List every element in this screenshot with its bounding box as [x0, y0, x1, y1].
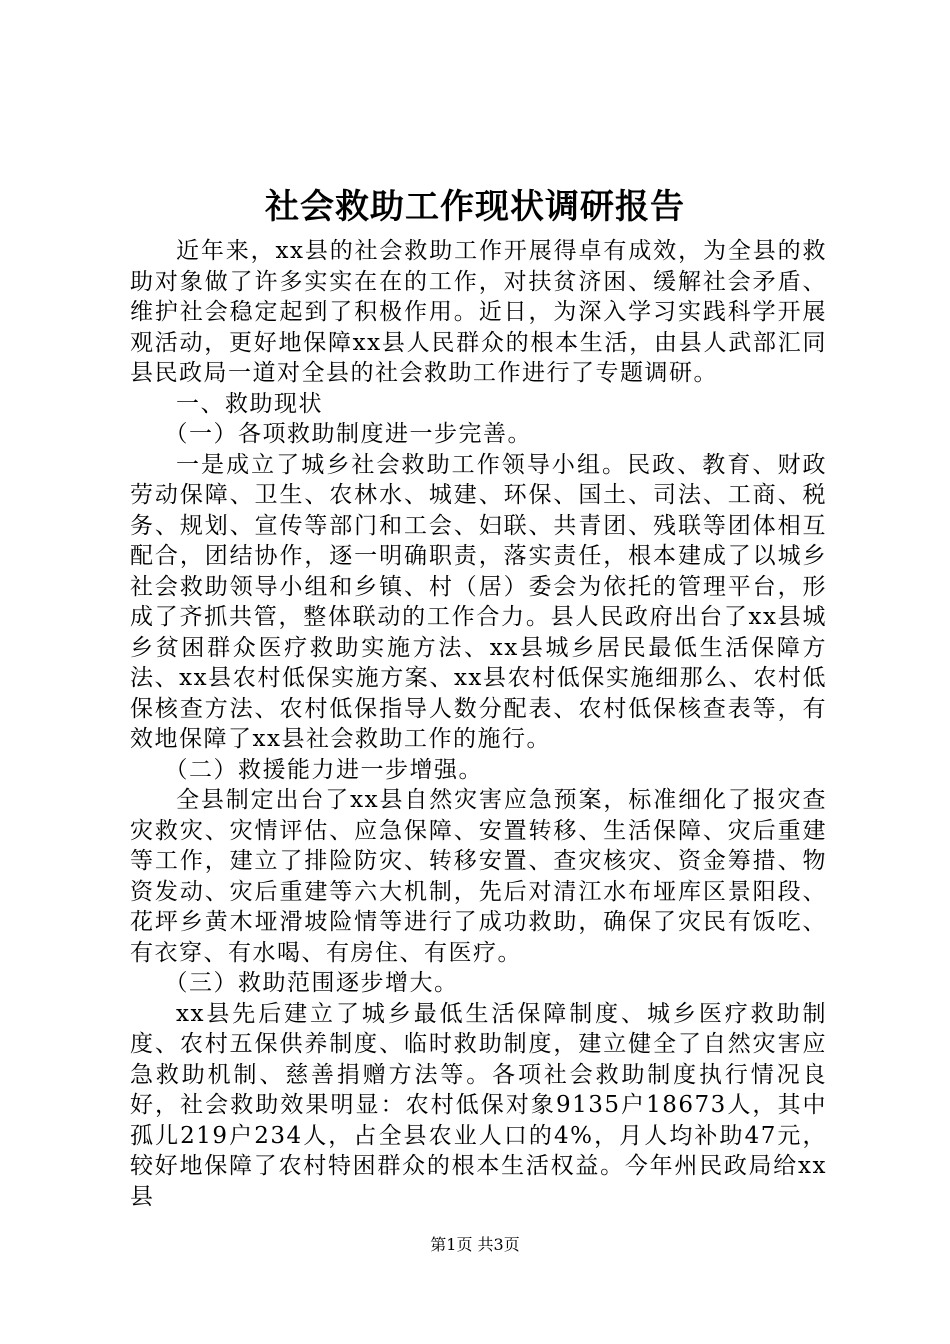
- document-title: 社会救助工作现状调研报告: [265, 187, 685, 227]
- subsection-heading: （一）各项救助制度进一步完善。: [164, 421, 532, 447]
- document-body: [130, 236, 827, 1212]
- paragraph: 一是成立了城乡社会救助工作领导小组。民政、教育、财政劳动保障、卫生、农林水、城建、环保、国土、司法、工商、税务、规划、宣传等部门和工会、妇联、共青团、残联等团体相互配合，团结协作，逐一明确职责，落实责任，根本建成了以城乡社会救助领导小组和乡镇、村（居）委会为依托的管理平台，形成了齐抓共管，整体联动的工作合力。县人民政府出台了xx县城乡贫困群众医疗救助实施方法、xx县城乡居民最低生活保障方法、xx县农村低保实施方案、xx县农村低保实施细那么、农村低保核查方法、农村低保指导人数分配表、农村低保核查表等，有效地保障了xx县社会救助工作的施行。: [130, 451, 827, 752]
- paragraph: xx县先后建立了城乡最低生活保障制度、城乡医疗救助制度、农村五保供养制度、临时救助制度，建立健全了自然灾害应急救助机制、慈善捐赠方法等。各项社会救助制度执行情况良好，社会救助效果明显：农村低保对象9135户18673人，其中孤儿219户234人，占全县农业人口的4%，月人均补助47元，较好地保障了农村特困群众的根本生活权益。今年州民政局给xx县: [130, 1000, 827, 1210]
- page-number: 第1页 共3页: [430, 1235, 520, 1254]
- paragraph: 全县制定出台了xx县自然灾害应急预案，标准细化了报灾查灾救灾、灾情评估、应急保障、安置转移、生活保障、灾后重建等工作，建立了排险防灾、转移安置、查灾核灾、资金筹措、物资发动、灾后重建等六大机制，先后对清江水布垭库区景阳段、花坪乡黄木垭滑坡险情等进行了成功救助，确保了灾民有饭吃、有衣穿、有水喝、有房住、有医疗。: [130, 787, 827, 966]
- paragraph-intro: 近年来，xx县的社会救助工作开展得卓有成效，为全县的救助对象做了许多实实在在的工作，对扶贫济困、缓解社会矛盾、维护社会稳定起到了积极作用。近日，为深入学习实践科学开展观活动，更好地保障xx县人民群众的根本生活，由县人武部汇同县民政局一道对全县的社会救助工作进行了专题调研。: [130, 238, 827, 386]
- section-heading: 一、救助现状: [176, 390, 323, 417]
- subsection-heading: （二）救援能力进一步增强。: [164, 756, 483, 783]
- subsection-heading: （三）救助范围逐步增大。: [164, 970, 459, 996]
